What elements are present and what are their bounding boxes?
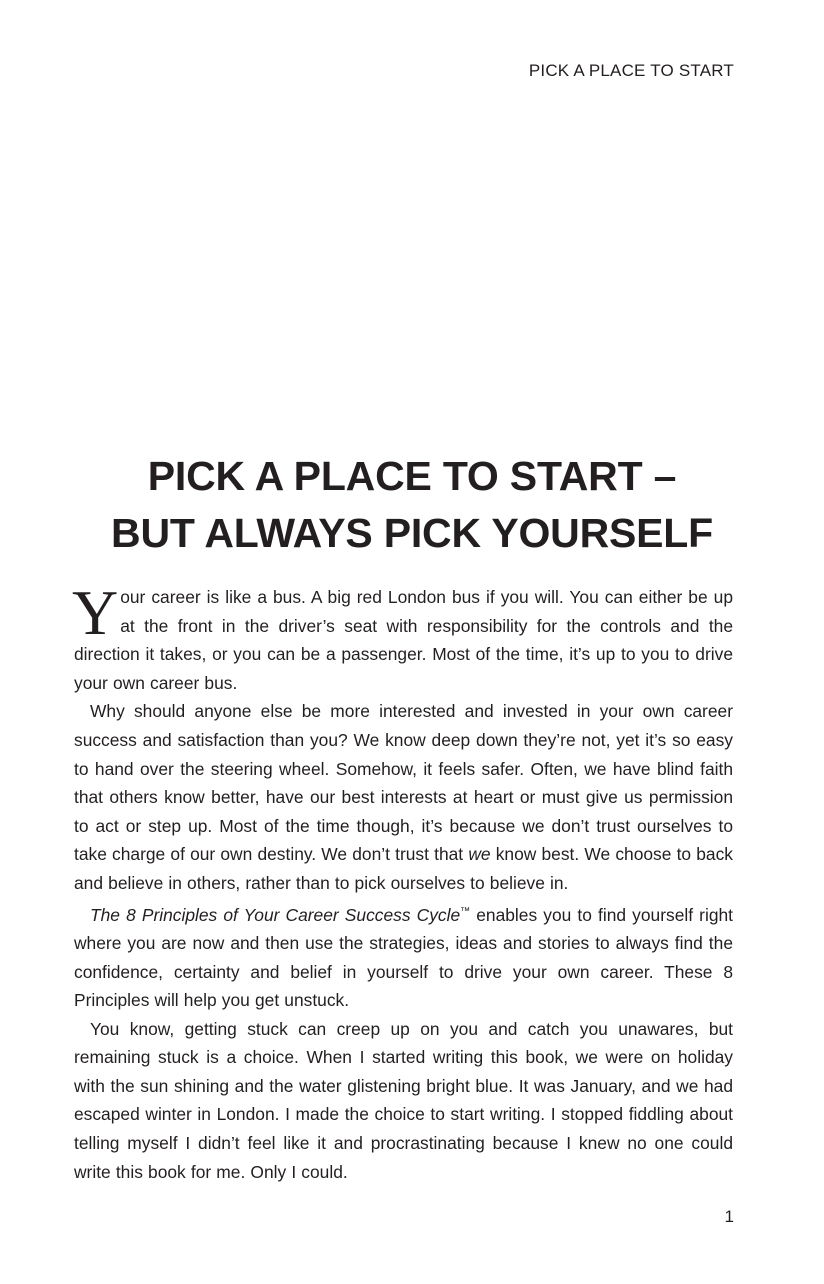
paragraph-3-text: enables you to find yourself right where you are now and then use the strategies, ideas and stories to always find the confidence, certainty and belief in yourself to drive your own career. These 8 Principles will help you get unstuck. [74, 904, 734, 1011]
paragraph-2-emphasis: we [468, 844, 491, 865]
running-header: PICK A PLACE TO START [528, 61, 734, 80]
chapter-title [60, 448, 764, 562]
paragraph-1 [72, 577, 733, 697]
drop-cap: Y [72, 577, 119, 648]
paragraph-2-text-start: Why should anyone else be more interested and invested in your own career success and satisfaction than you? We know deep down they’re not, yet it’s so easy to hand over the steering wheel. Somehow, it feels safer. Often, we have blind faith that others know better, have our best interests at heart or must give us permission to act or step up. Most of the time though, it’s because we don’t trust ourselves to take charge of our own destiny. We don’t trust that [74, 701, 733, 865]
paragraph-4-text: You know, getting stuck can creep up on you and catch you unawares, but remaining stuck is a choice. When I started writing this book, we were on holiday with the sun shining and the water glistening bright blue. It was January, and we had escaped winter in London. I made the choice to start writing. I stopped fiddling about telling myself I didn’t feel like it and procrastinating because I knew no one could write this book for me. Only I could. [74, 1018, 733, 1182]
paragraph-3 [74, 898, 733, 1015]
paragraph-2-text-end: know best. We choose to back and believe in others, rather than to pick ourselves to believe in. [74, 844, 733, 893]
paragraph-4 [74, 1015, 733, 1187]
book-title-emphasis: The 8 Principles of Your Career Success Cycle [90, 904, 461, 925]
page-number: 1 [724, 1207, 734, 1226]
paragraph-1-text: our career is like a bus. A big red London bus if you will. You can either be up at the front in the driver’s seat with responsibility for the controls and the direction it takes, or you can be a passenger. Most of the time, it’s up to you to drive your own career bus. [74, 587, 733, 693]
trademark-symbol: ™ [460, 905, 471, 917]
chapter-title-line-1: PICK A PLACE TO START – [147, 453, 677, 499]
paragraph-2 [74, 697, 733, 897]
chapter-title-line-2: BUT ALWAYS PICK YOURSELF [111, 510, 713, 556]
body-text [72, 577, 734, 1186]
